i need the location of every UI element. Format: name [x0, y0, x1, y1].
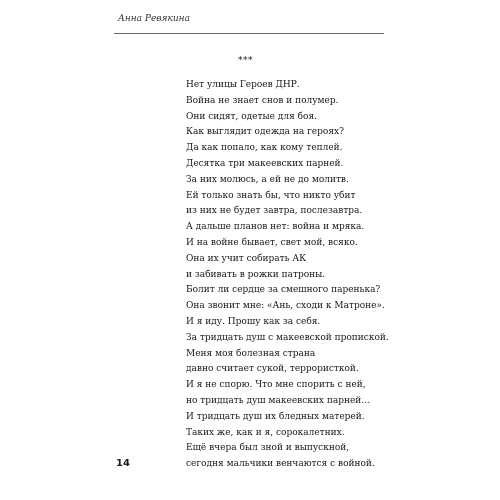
poem-line: Она их учит собирать АК	[186, 253, 307, 264]
poem-line: Ей только знать бы, что никто убит	[186, 190, 356, 201]
running-head-author: Анна Ревякина	[118, 14, 190, 24]
poem-line: Таких же, как и я, сорокалетних.	[186, 427, 345, 438]
poem-line: и забивать в рожки патроны.	[186, 269, 326, 280]
poem-line: Ещё вчера был зной и выпускной,	[186, 443, 350, 454]
poem-line: И я иду. Прошу как за себя.	[186, 316, 321, 327]
page-number: 14	[116, 458, 130, 469]
poem-line: из них не будет завтра, послезавтра.	[186, 206, 363, 217]
poem-line: Война не знает снов и полумер.	[186, 95, 339, 106]
poem-line: И я не спорю. Что мне спорить с ней,	[186, 380, 366, 391]
poem-line: Нет улицы Героев ДНР.	[186, 80, 300, 90]
poem-line: За тридцать душ с макеевской пропиской.	[186, 332, 389, 343]
poem-line: но тридцать душ макеевских парней…	[186, 395, 371, 406]
poem-line: Они сидят, одетые для боя.	[186, 111, 317, 122]
poem-line: давно считает сукой, террористкой.	[186, 364, 359, 375]
poem-line: Болит ли сердце за смешного паренька?	[186, 285, 381, 296]
poem-line: Она звонит мне: «Ань, сходи к Матроне».	[186, 301, 385, 312]
poem-line: Как выглядит одежда на героях?	[186, 127, 344, 138]
poem-line: А дальше планов нет: война и мряка.	[186, 222, 365, 233]
poem-line: За них молюсь, а ей не до молитв.	[186, 174, 349, 185]
poem-line: сегодня мальчики венчаются с войной.	[186, 459, 375, 470]
header-rule	[114, 33, 384, 34]
poem-line: Да как попало, как кому теплей.	[186, 143, 343, 154]
poem-line: И на войне бывает, свет мой, всяко.	[186, 237, 358, 248]
poem-line: И тридцать душ их бледных матерей.	[186, 411, 365, 422]
poem-line: Меня моя болезная страна	[186, 348, 316, 359]
poem-line: Десятка три макеевских парней.	[186, 158, 344, 169]
stanza-separator: ***	[238, 56, 253, 66]
poem-body	[186, 78, 389, 473]
